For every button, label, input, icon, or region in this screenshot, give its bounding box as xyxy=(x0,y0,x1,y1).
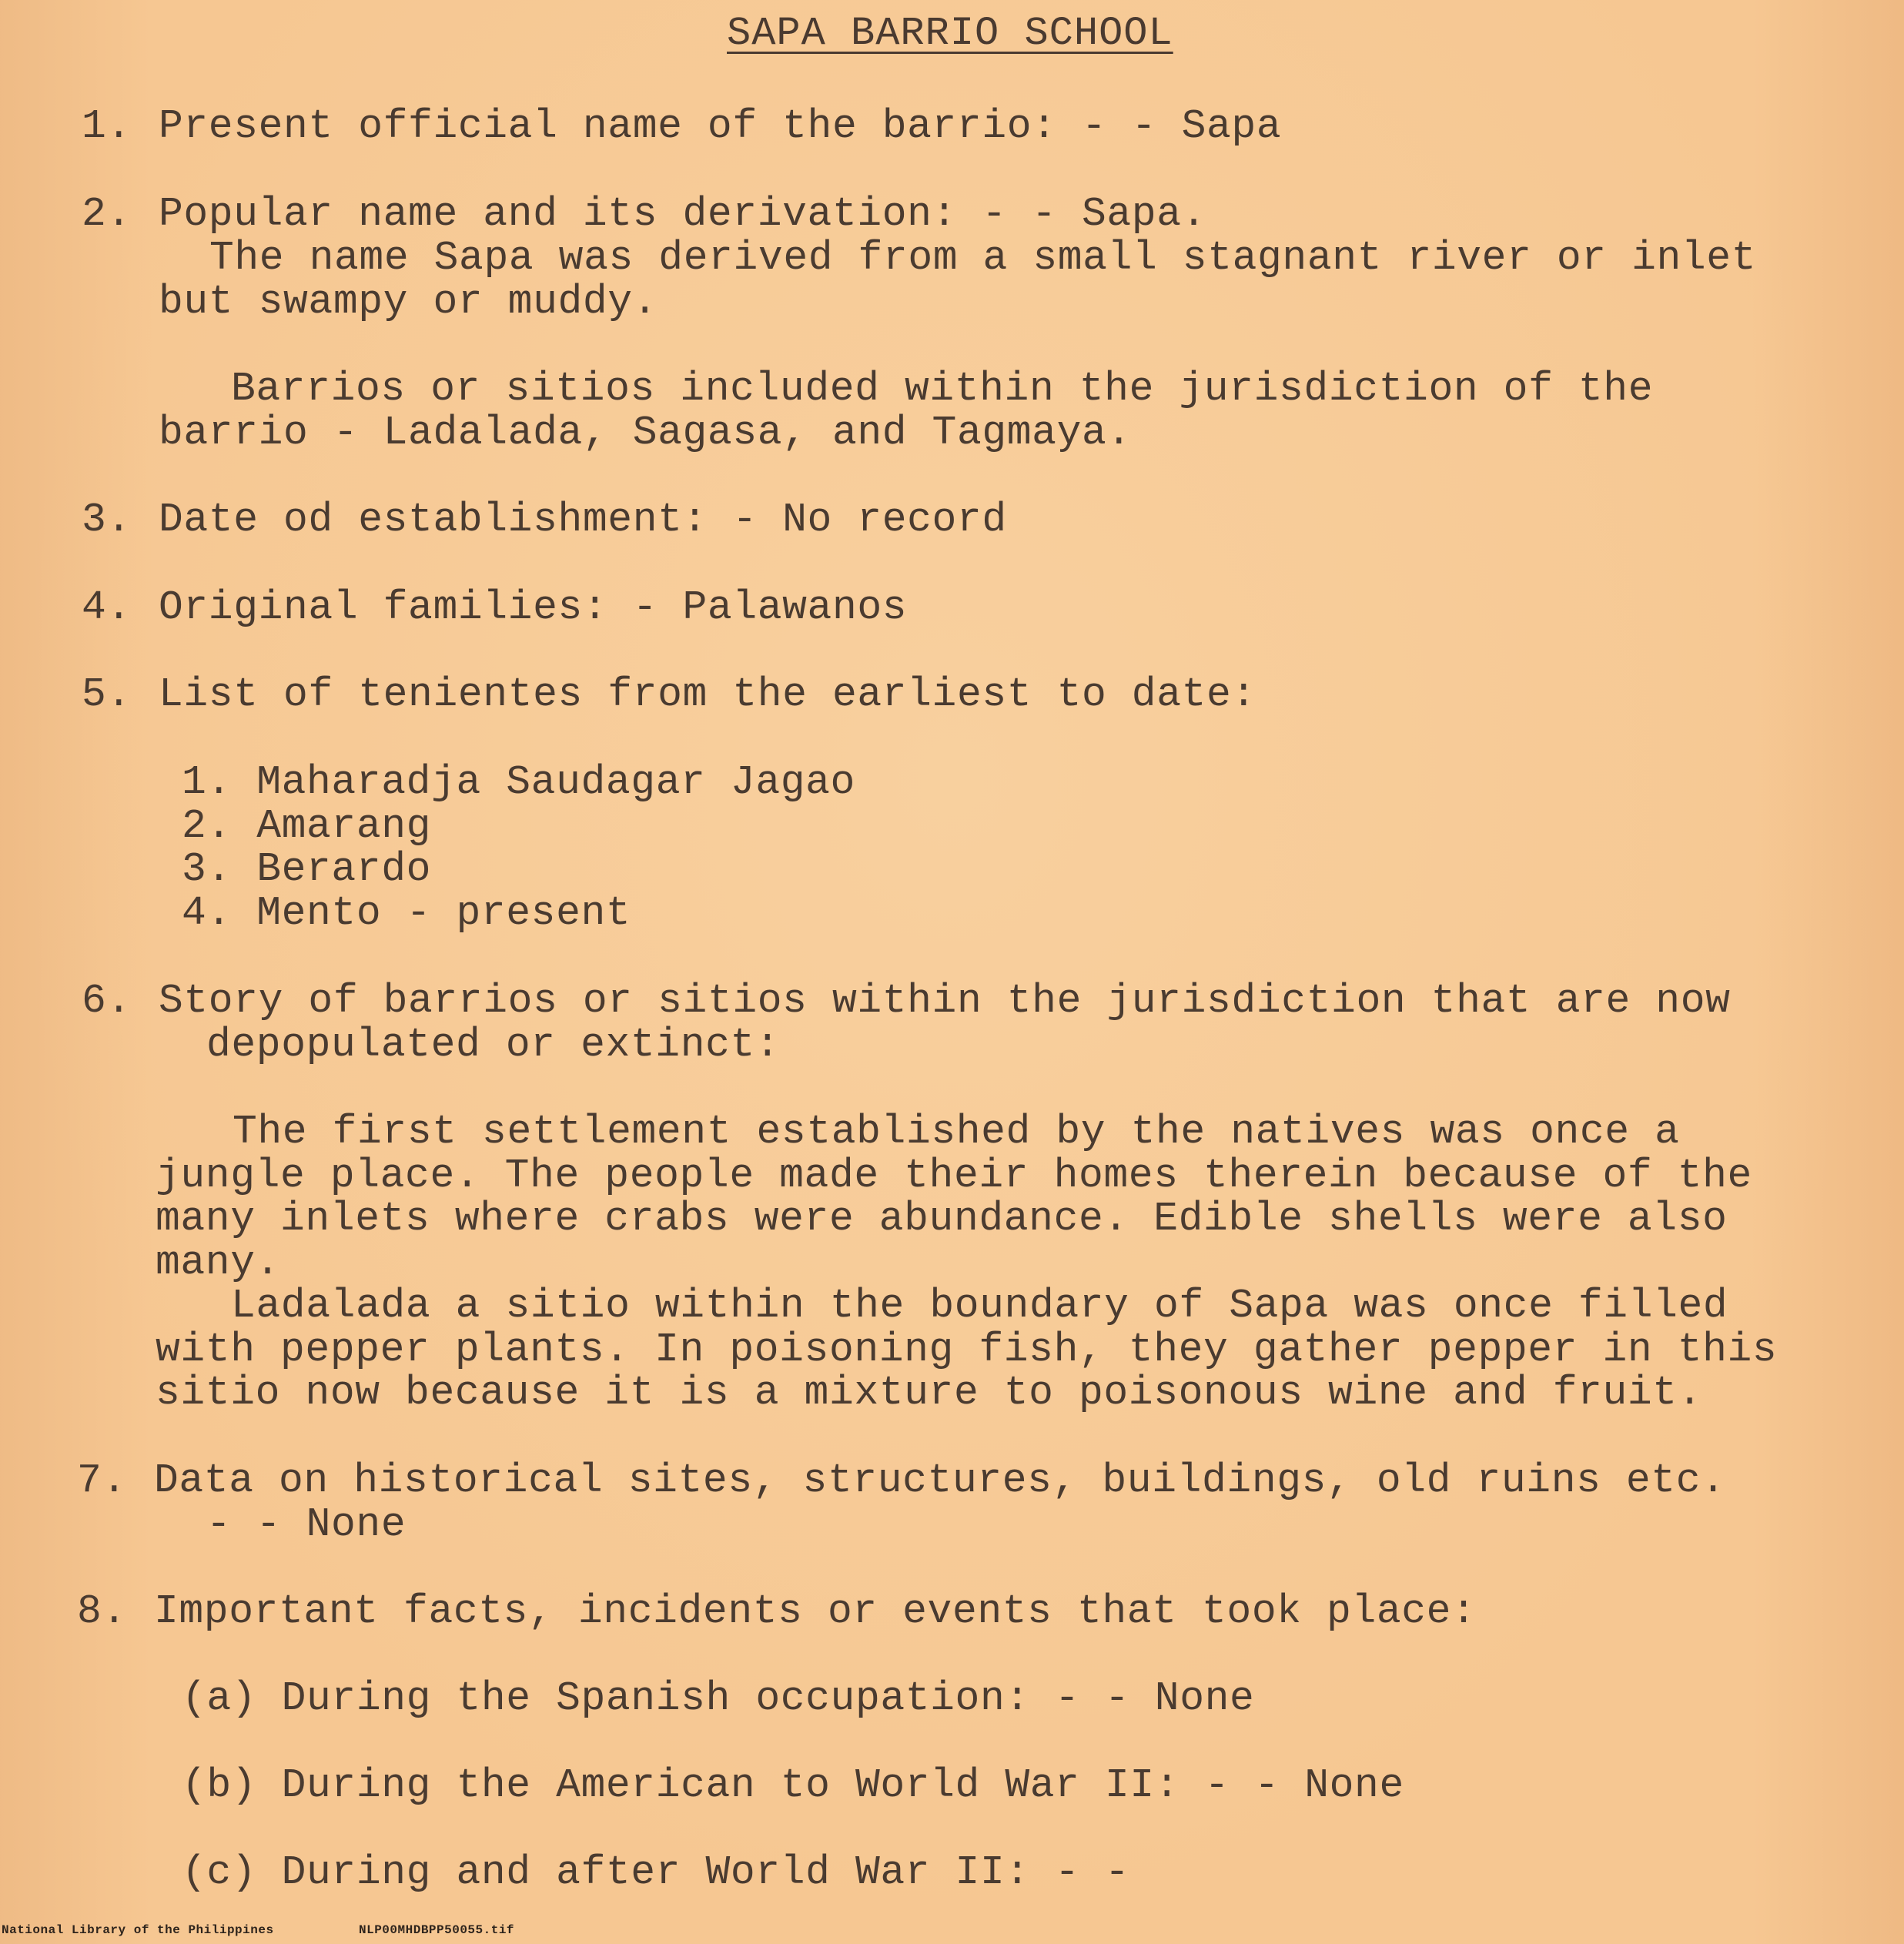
item-1 xyxy=(82,105,1281,148)
story-line: sitio now because it is a mixture to poisonous wine and fruit. xyxy=(156,1370,1703,1416)
teniente-list-item: 3. Berardo xyxy=(182,846,432,892)
item-2 xyxy=(82,192,1206,236)
item-7-answer: - - None xyxy=(206,1501,407,1548)
item-2-para1-line1: The name Sapa was derived from a small stagnant river or inlet xyxy=(209,235,1757,281)
story-line: with pepper plants. In poisoning fish, they gather pepper in this xyxy=(156,1327,1778,1373)
item-8-number: 8. xyxy=(77,1588,127,1634)
teniente-list-item: 1. Maharadja Saudagar Jagao xyxy=(182,759,855,805)
item-8-c: (c) During and after World War II: - - xyxy=(182,1849,1130,1895)
item-1-number: 1. xyxy=(82,103,132,149)
item-8-a: (a) During the Spanish occupation: - - None xyxy=(182,1675,1255,1721)
item-6 xyxy=(82,979,1731,1022)
item-4-number: 4. xyxy=(82,584,132,631)
item-4 xyxy=(82,586,907,629)
item-6-number: 6. xyxy=(82,978,132,1024)
item-7-text: Data on historical sites, structures, buildings, old ruins etc. xyxy=(154,1457,1726,1504)
story-line: jungle place. The people made their homes therein because of the xyxy=(156,1153,1752,1199)
item-5-text: List of tenientes from the earliest to date: xyxy=(159,671,1257,718)
item-5 xyxy=(82,673,1257,716)
item-2-para2-line2: barrio - Ladalada, Sagasa, and Tagmaya. xyxy=(159,410,1132,456)
item-7-number: 7. xyxy=(77,1457,127,1504)
teniente-list-item: 2. Amarang xyxy=(182,803,432,849)
story-line: many. xyxy=(156,1240,281,1286)
teniente-list-item: 4. Mento - present xyxy=(182,890,631,936)
footer-library: National Library of the Philippines xyxy=(2,1923,274,1937)
item-3-number: 3. xyxy=(82,497,132,543)
item-8-b: (b) During the American to World War II: - - None xyxy=(182,1762,1404,1808)
item-2-para2-line1: Barrios or sitios included within the jurisdiction of the xyxy=(231,366,1654,412)
item-3 xyxy=(82,498,1007,541)
item-4-text: Original families: - Palawanos xyxy=(159,584,908,631)
item-7 xyxy=(77,1459,1726,1502)
item-3-text: Date od establishment: - No record xyxy=(159,497,1007,543)
item-8-text: Important facts, incidents or events that took place: xyxy=(154,1588,1477,1634)
item-2-para1-line2: but swampy or muddy. xyxy=(159,279,658,325)
item-5-number: 5. xyxy=(82,671,132,718)
item-1-text: Present official name of the barrio: - - Sapa xyxy=(159,103,1282,149)
story-line: The first settlement established by the natives was once a xyxy=(233,1109,1680,1155)
story-line: many inlets where crabs were abundance. Edible shells were also xyxy=(156,1196,1728,1242)
item-2-text: Popular name and its derivation: - - Sapa. xyxy=(159,191,1207,237)
story-line: Ladalada a sitio within the boundary of Sapa was once filled xyxy=(231,1283,1728,1329)
item-8 xyxy=(77,1590,1476,1633)
footer-filename: NLP00MHDBPP50055.tif xyxy=(359,1923,515,1937)
item-2-number: 2. xyxy=(82,191,132,237)
item-6-text-cont: depopulated or extinct: xyxy=(206,1022,781,1068)
document-title: SAPA BARRIO SCHOOL xyxy=(727,11,1173,56)
item-6-text: Story of barrios or sitios within the jurisdiction that are now xyxy=(159,978,1731,1024)
